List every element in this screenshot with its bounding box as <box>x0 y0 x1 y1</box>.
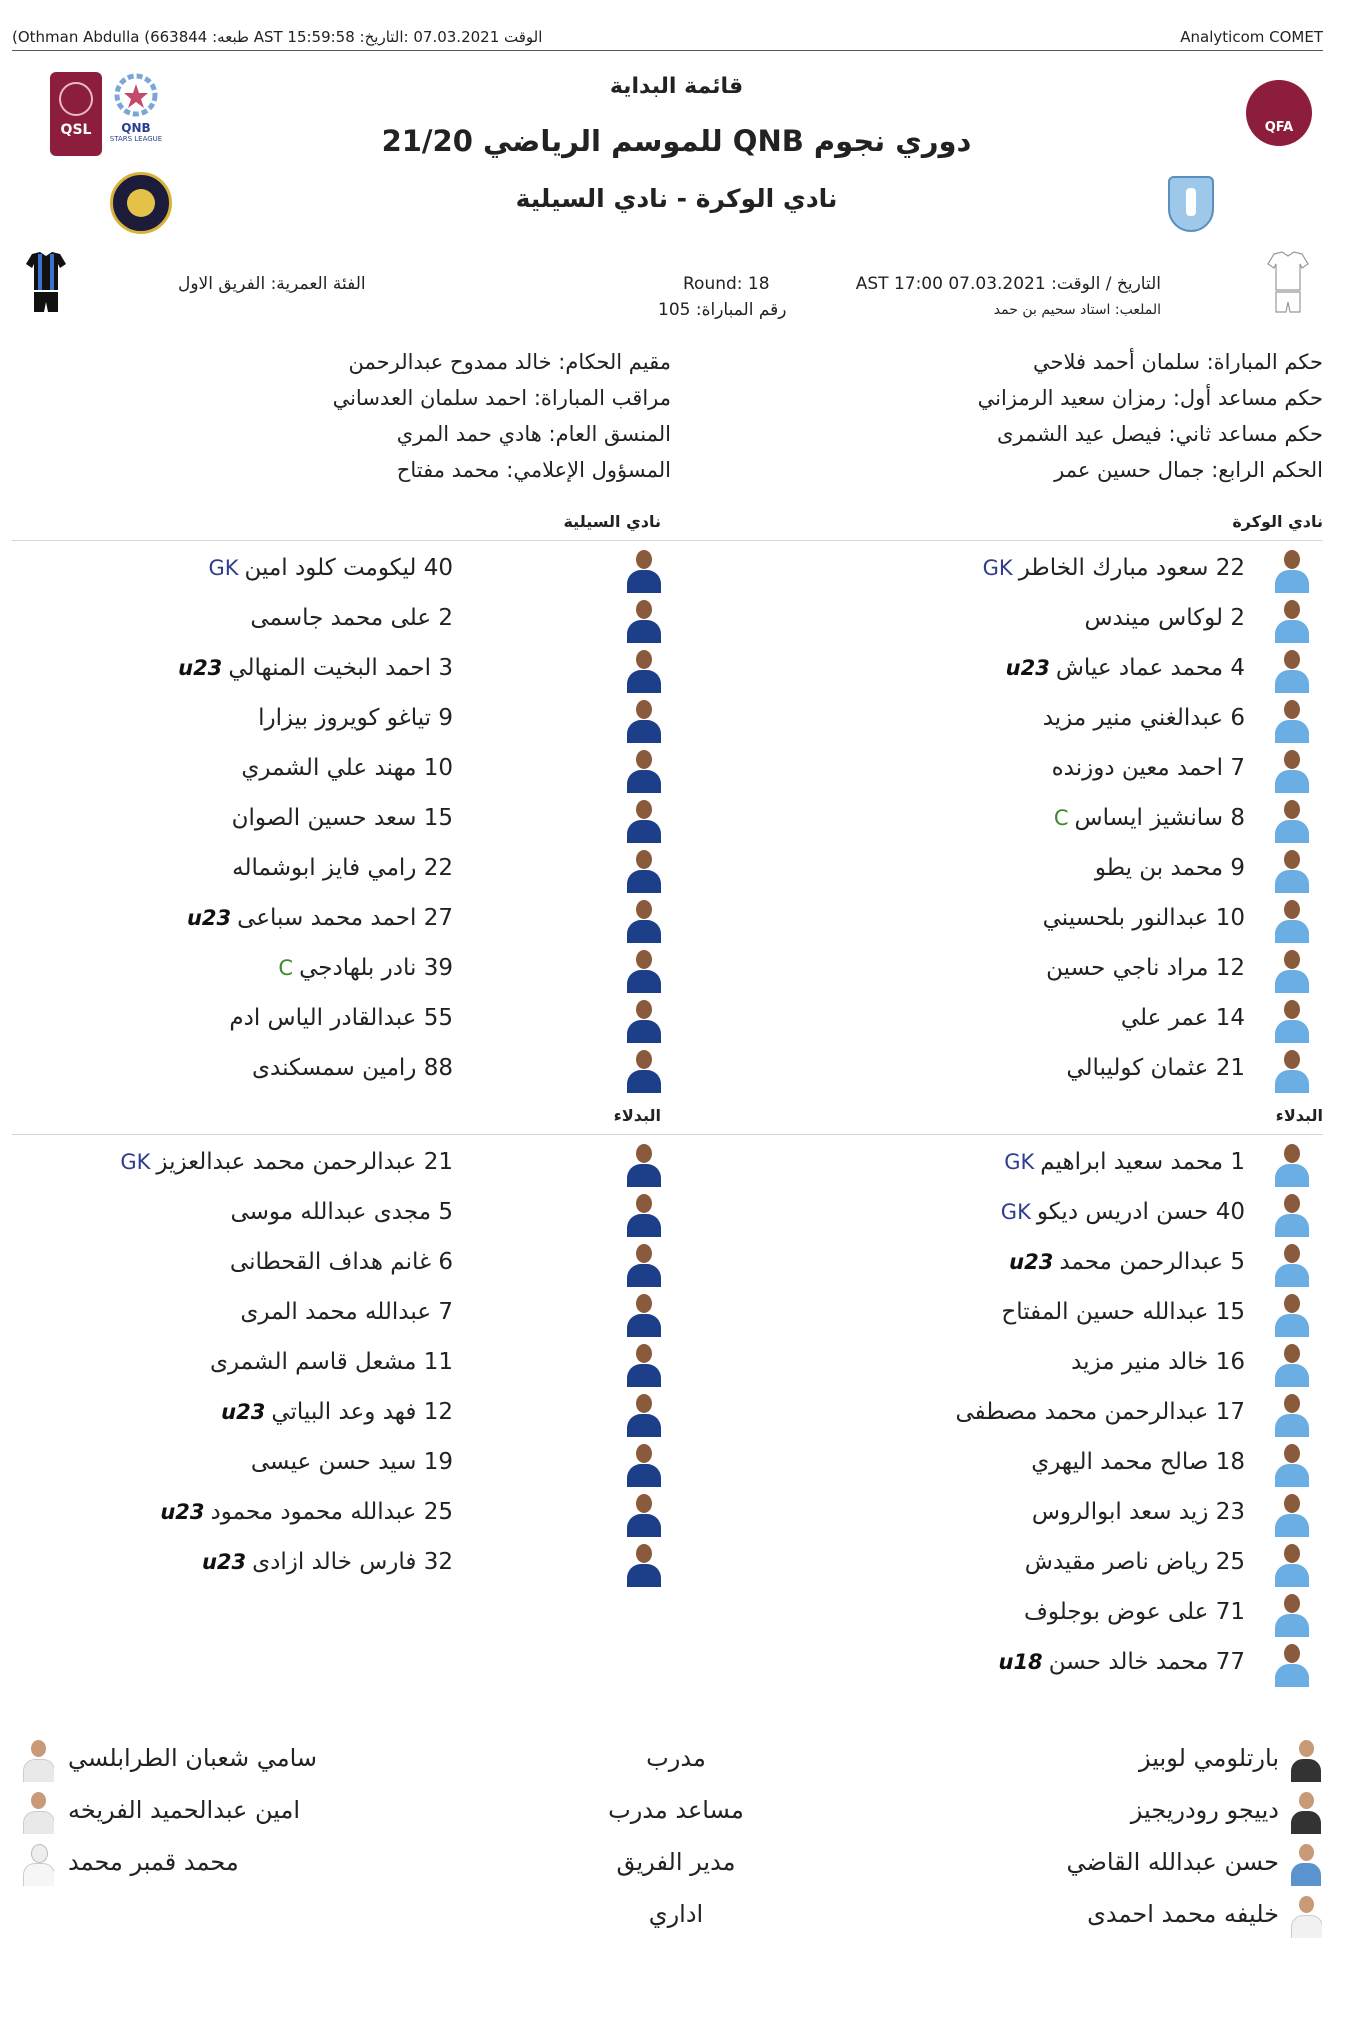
player-label: 16 خالد منير مزيد <box>1071 1349 1245 1375</box>
player-label: 11 مشعل قاسم الشمرى <box>209 1349 453 1375</box>
player-name <box>977 555 1245 581</box>
referee: حكم المباراة: سلمان أحمد فلاحي <box>1033 350 1323 374</box>
player-role-badge: GK <box>1004 1150 1035 1174</box>
player-name <box>230 1199 453 1225</box>
list-item <box>20 1239 663 1289</box>
list-item <box>680 545 1323 595</box>
age-group: الفئة العمرية: الفريق الاول <box>178 274 366 294</box>
fixture-title: نادي الوكرة - نادي السيلية <box>515 184 838 213</box>
avatar <box>625 997 663 1043</box>
list-item <box>20 1439 663 1489</box>
player-name <box>1024 1599 1245 1625</box>
player-label: 12 مراد ناجي حسين <box>1046 955 1245 981</box>
avatar <box>625 697 663 743</box>
avatar <box>625 1441 663 1487</box>
player-name <box>1048 805 1245 831</box>
list-item <box>20 895 663 945</box>
avatar <box>625 547 663 593</box>
away-kit-icon <box>24 250 68 320</box>
avatar <box>1273 1191 1311 1237</box>
list-item <box>20 1289 663 1339</box>
list-item <box>680 1439 1323 1489</box>
qfa-logo: QFA <box>1246 80 1312 146</box>
player-name <box>1001 1299 1245 1325</box>
avatar <box>1273 947 1311 993</box>
qnb-stars-league-logo: QNB STARS LEAGUE <box>108 72 164 156</box>
avatar <box>1273 1141 1311 1187</box>
list-item <box>20 695 663 745</box>
list-item <box>680 995 1323 1045</box>
list-item <box>20 1045 663 1095</box>
player-label: 22 رامي فايز ابوشماله <box>232 855 453 881</box>
list-item <box>680 695 1323 745</box>
player-name <box>1000 655 1245 681</box>
general-coordinator: المنسق العام: هادي حمد المري <box>396 422 671 446</box>
avatar <box>1273 847 1311 893</box>
player-name <box>998 1149 1245 1175</box>
player-role-badge: u23 <box>160 1500 205 1524</box>
avatar <box>625 747 663 793</box>
avatar <box>1273 1047 1311 1093</box>
list-item <box>680 1339 1323 1389</box>
player-label: 7 احمد معين دوزنده <box>1051 755 1245 781</box>
avatar <box>625 847 663 893</box>
away-starters-list <box>20 545 663 1095</box>
avatar <box>625 597 663 643</box>
avatar <box>625 647 663 693</box>
fourth-official: الحكم الرابع: جمال حسين عمر <box>1054 458 1323 482</box>
player-role-badge: GK <box>1000 1200 1031 1224</box>
player-label: 25 عبدالله محمود محمود <box>210 1499 453 1525</box>
divider <box>12 540 1323 541</box>
list-item <box>680 1189 1323 1239</box>
list-item <box>680 795 1323 845</box>
list-item <box>680 1539 1323 1589</box>
list-item <box>680 1045 1323 1095</box>
player-label: 32 فارس خالد ازادى <box>252 1549 453 1575</box>
player-label: 9 محمد بن يطو <box>1094 855 1245 881</box>
avatar <box>1273 1491 1311 1537</box>
player-label: 10 عبدالنور بلحسيني <box>1042 905 1245 931</box>
player-name <box>240 1299 453 1325</box>
player-name <box>215 1399 453 1425</box>
player-label: 10 مهند علي الشمري <box>241 755 453 781</box>
avatar <box>1273 797 1311 843</box>
player-label: 2 على محمد جاسمى <box>250 605 453 631</box>
home-administrator: خليفه محمد احمدى <box>1087 1900 1279 1928</box>
player-name <box>232 805 453 831</box>
list-item <box>20 595 663 645</box>
avatar <box>625 1491 663 1537</box>
player-label: 77 محمد خالد حسن <box>1048 1649 1245 1675</box>
player-name <box>272 955 453 981</box>
player-label: 18 صالح محمد اليهري <box>1031 1449 1245 1475</box>
list-item <box>20 1539 663 1589</box>
print-header <box>12 26 1323 51</box>
home-starters-list <box>680 545 1323 1095</box>
player-label: 4 محمد عماد عياش <box>1055 655 1245 681</box>
avatar <box>1273 997 1311 1043</box>
player-label: 15 عبدالله حسين المفتاح <box>1001 1299 1245 1325</box>
avatar <box>1290 1842 1322 1886</box>
avatar <box>1273 697 1311 743</box>
player-role-badge: u18 <box>998 1650 1043 1674</box>
player-label: 21 عبدالرحمن محمد عبدالعزيز <box>156 1149 453 1175</box>
player-name <box>1003 1249 1245 1275</box>
player-role-badge: u23 <box>1005 656 1050 680</box>
home-coach: بارتلومي لوبيز <box>1139 1744 1279 1772</box>
player-name <box>1052 755 1245 781</box>
avatar <box>625 947 663 993</box>
player-label: 21 عثمان كوليبالي <box>1066 1055 1245 1081</box>
avatar <box>625 1341 663 1387</box>
player-label: 5 مجدى عبدالله موسى <box>230 1199 453 1225</box>
list-item <box>20 1139 663 1189</box>
list-item <box>680 1639 1323 1689</box>
list-item <box>680 895 1323 945</box>
player-label: 23 زيد سعد ابوالروس <box>1031 1499 1245 1525</box>
player-role-badge: C <box>278 956 294 980</box>
player-role-badge: GK <box>120 1150 151 1174</box>
away-coach: سامي شعبان الطرابلسي <box>68 1744 318 1772</box>
avatar <box>625 1047 663 1093</box>
role-coach: مدرب <box>646 1744 706 1772</box>
avatar <box>625 1541 663 1587</box>
avatar <box>1290 1738 1322 1782</box>
player-label: 15 سعد حسين الصوان <box>231 805 453 831</box>
avatar <box>1273 1591 1311 1637</box>
player-label: 40 حسن ادريس ديكو <box>1036 1199 1245 1225</box>
list-item <box>680 645 1323 695</box>
away-assistant-coach: امين عبدالحميد الفريخه <box>68 1796 301 1824</box>
avatar <box>1273 1291 1311 1337</box>
player-name <box>993 1649 1246 1675</box>
player-label: 1 محمد سعيد ابراهيم <box>1040 1149 1245 1175</box>
system-name: Analyticom COMET <box>1180 28 1323 46</box>
player-label: 22 سعود مبارك الخاطر <box>1018 555 1245 581</box>
player-name <box>1066 1055 1245 1081</box>
player-name <box>1046 955 1245 981</box>
player-name <box>995 1199 1245 1225</box>
doc-title: قائمة البداية <box>609 74 744 99</box>
player-role-badge: GK <box>982 556 1013 580</box>
player-name <box>251 1449 453 1475</box>
player-label: 40 ليكومت كلود امين <box>244 555 453 581</box>
player-label: 2 لوكاس ميندس <box>1084 605 1245 631</box>
home-team-header: نادي الوكرة <box>1232 512 1323 531</box>
player-name <box>229 1005 453 1031</box>
list-item <box>680 745 1323 795</box>
avatar <box>1273 747 1311 793</box>
home-assistant-coach: دييجو رودريجيز <box>1130 1796 1279 1824</box>
list-item <box>20 995 663 1045</box>
player-name <box>1095 855 1245 881</box>
player-label: 39 نادر بلهادجي <box>299 955 453 981</box>
avatar <box>1273 1391 1311 1437</box>
list-item <box>680 1489 1323 1539</box>
player-role-badge: u23 <box>186 906 232 930</box>
player-name <box>1121 1005 1245 1031</box>
away-team-header: نادي السيلية <box>563 512 661 531</box>
player-label: 6 عبدالغني منير مزيد <box>1042 705 1245 731</box>
list-item <box>680 595 1323 645</box>
avatar <box>1273 547 1311 593</box>
league-title: دوري نجوم QNB للموسم الرياضي 21/20 <box>381 124 972 158</box>
player-role-badge: u23 <box>178 656 223 680</box>
player-name <box>202 555 453 581</box>
player-name <box>250 605 453 631</box>
list-item <box>20 845 663 895</box>
avatar <box>1273 1241 1311 1287</box>
player-name <box>241 755 453 781</box>
avatar <box>1273 1441 1311 1487</box>
avatar <box>1273 1641 1311 1687</box>
home-kit-icon <box>1266 250 1310 320</box>
player-name <box>154 1499 453 1525</box>
player-role-badge: u23 <box>1009 1250 1054 1274</box>
list-item <box>20 1339 663 1389</box>
referee-assessor: مقيم الحكام: خالد ممدوح عبدالرحمن <box>348 350 671 374</box>
avatar <box>1273 597 1311 643</box>
avatar <box>1273 1341 1311 1387</box>
match-datetime: التاريخ / الوقت: 07.03.2021 AST 17:00 <box>855 274 1161 294</box>
away-subs-header: البدلاء <box>613 1106 661 1125</box>
assistant-referee-1: حكم مساعد أول: رمزان سعيد الرمزاني <box>977 386 1323 410</box>
player-label: 71 على عوض بوجلوف <box>1024 1599 1245 1625</box>
home-team-manager: حسن عبدالله القاضي <box>1066 1848 1279 1876</box>
player-label: 9 تياغو كويروز بيزارا <box>258 705 453 731</box>
list-item <box>20 645 663 695</box>
player-name <box>181 905 453 931</box>
avatar <box>625 1191 663 1237</box>
player-label: 14 عمر علي <box>1120 1005 1245 1031</box>
role-administrator: اداري <box>648 1900 704 1928</box>
match-commissioner: مراقب المباراة: احمد سلمان العدساني <box>332 386 671 410</box>
avatar <box>625 1391 663 1437</box>
assistant-referee-2: حكم مساعد ثاني: فيصل عيد الشمرى <box>996 422 1323 446</box>
player-label: 17 عبدالرحمن محمد مصطفى <box>955 1399 1245 1425</box>
player-role-badge: u23 <box>221 1400 266 1424</box>
avatar <box>625 1291 663 1337</box>
home-subs-header: البدلاء <box>1275 1106 1323 1125</box>
player-role-badge: u23 <box>201 1550 247 1574</box>
player-name <box>1043 705 1245 731</box>
venue: الملعب: استاد سحيم بن حمد <box>993 302 1161 318</box>
home-subs-list <box>680 1139 1323 1689</box>
qsl-logo: QSL <box>50 72 102 156</box>
avatar <box>1273 647 1311 693</box>
list-item <box>680 845 1323 895</box>
away-team-manager: محمد قمبر محمد <box>68 1848 239 1876</box>
player-label: 12 فهد وعد البياتي <box>271 1399 453 1425</box>
player-label: 7 عبدالله محمد المرى <box>240 1299 453 1325</box>
player-label: 5 عبدالرحمن محمد <box>1059 1249 1245 1275</box>
player-role-badge: GK <box>208 556 239 580</box>
list-item <box>680 1289 1323 1339</box>
list-item <box>680 1139 1323 1189</box>
player-name <box>114 1149 453 1175</box>
round: Round: 18 <box>683 274 770 294</box>
list-item <box>680 1239 1323 1289</box>
avatar <box>22 1790 54 1834</box>
list-item <box>20 945 663 995</box>
avatar <box>22 1842 54 1886</box>
player-name <box>1025 1549 1245 1575</box>
player-label: 27 احمد محمد سباعى <box>237 905 453 931</box>
player-name <box>1043 905 1245 931</box>
list-item <box>20 745 663 795</box>
player-name <box>196 1549 453 1575</box>
list-item <box>20 1489 663 1539</box>
list-item <box>20 1389 663 1439</box>
list-item <box>20 795 663 845</box>
player-role-badge: C <box>1053 806 1069 830</box>
print-info: (Othman Abdulla (663844 :طبعه AST 15:59:58 :الوقت 07.03.2021 :التاريخ <box>12 28 543 46</box>
player-name <box>1071 1349 1245 1375</box>
list-item <box>680 1389 1323 1439</box>
player-label: 3 احمد البخيت المنهالي <box>228 655 453 681</box>
player-label: 88 رامين سمسكندى <box>252 1055 453 1081</box>
player-name <box>252 1055 453 1081</box>
list-item <box>680 1589 1323 1639</box>
avatar <box>1290 1894 1322 1938</box>
avatar <box>1273 1541 1311 1587</box>
player-name <box>172 655 453 681</box>
list-item <box>20 545 663 595</box>
list-item <box>20 1189 663 1239</box>
avatar <box>22 1738 54 1782</box>
avatar <box>625 1241 663 1287</box>
player-name <box>955 1399 1245 1425</box>
avatar <box>625 1141 663 1187</box>
media-officer: المسؤول الإعلامي: محمد مفتاح <box>396 458 671 482</box>
avatar <box>625 797 663 843</box>
player-label: 55 عبدالقادر الياس ادم <box>229 1005 453 1031</box>
player-name <box>1031 1449 1245 1475</box>
player-name <box>1032 1499 1245 1525</box>
player-label: 6 غانم هداف القحطانى <box>229 1249 453 1275</box>
avatar <box>1290 1790 1322 1834</box>
player-name <box>210 1349 453 1375</box>
divider <box>12 1134 1323 1135</box>
away-subs-list <box>20 1139 663 1589</box>
player-label: 8 سانشيز ايساس <box>1074 805 1245 831</box>
player-name <box>232 855 453 881</box>
player-label: 19 سيد حسن عيسى <box>250 1449 453 1475</box>
player-label: 25 رياض ناصر مقيدش <box>1024 1549 1245 1575</box>
player-name <box>258 705 453 731</box>
avatar <box>1273 897 1311 943</box>
role-team-manager: مدير الفريق <box>616 1848 736 1876</box>
role-assistant-coach: مساعد مدرب <box>608 1796 744 1824</box>
list-item <box>680 945 1323 995</box>
match-number: رقم المباراة: 105 <box>658 300 787 320</box>
player-name <box>1084 605 1245 631</box>
avatar <box>625 897 663 943</box>
player-name <box>230 1249 453 1275</box>
